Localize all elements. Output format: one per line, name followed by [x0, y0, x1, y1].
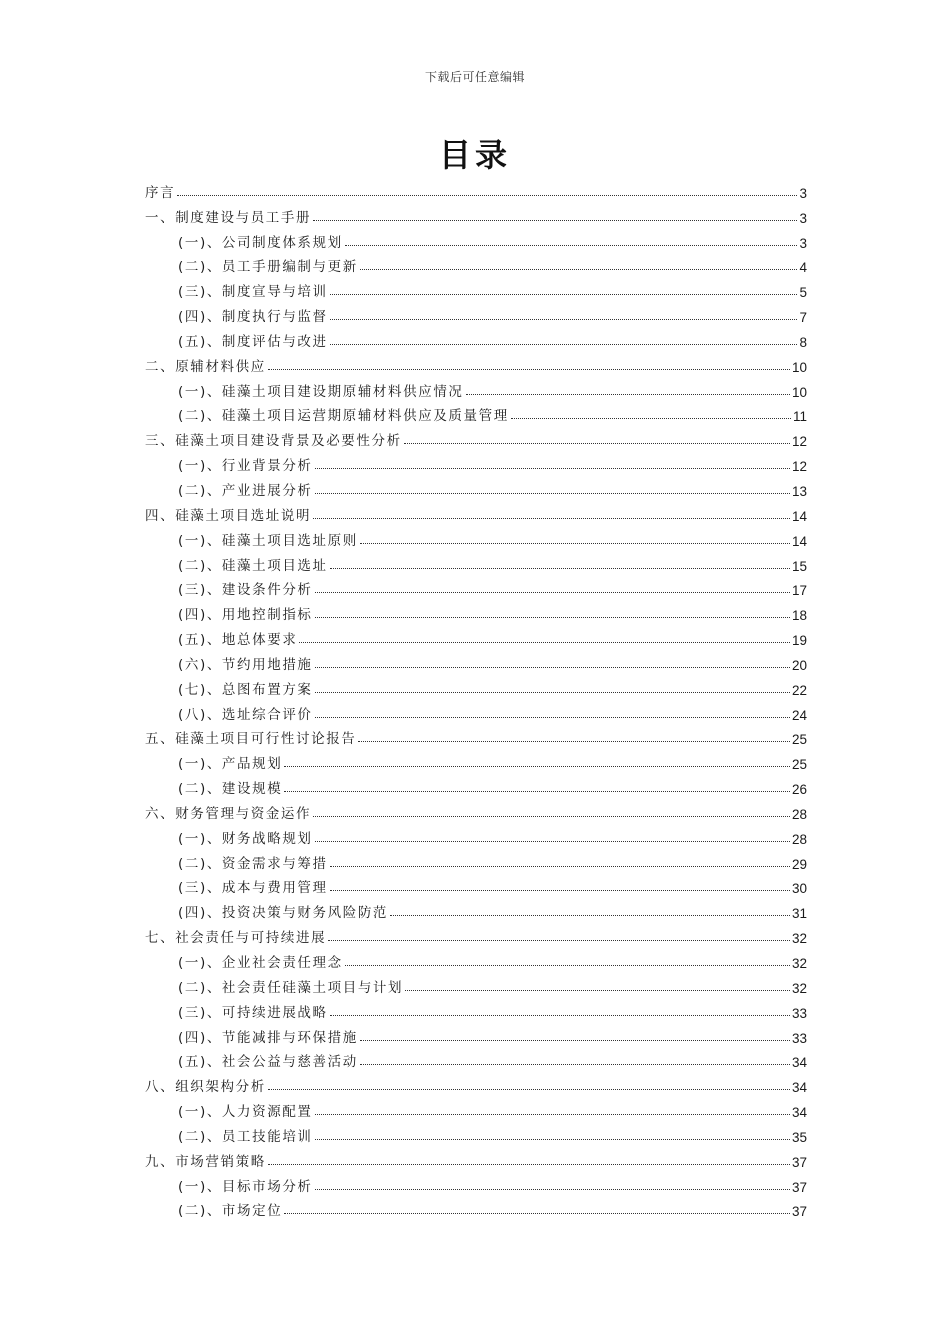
- toc-entry-label: (一)、公司制度体系规划: [178, 234, 343, 251]
- toc-entry-label: (八)、选址综合评价: [178, 706, 313, 723]
- toc-dot-leader: [284, 1213, 790, 1214]
- toc-dot-leader: [315, 1114, 790, 1115]
- toc-entry-label: (一)、产品规划: [178, 756, 283, 773]
- toc-subentry[interactable]: [145, 1021, 807, 1046]
- page-title: 目录: [438, 136, 511, 174]
- toc-entry[interactable]: [145, 350, 807, 375]
- toc-page-number: 28: [791, 831, 807, 847]
- toc-subentry[interactable]: [145, 300, 807, 325]
- toc-subentry[interactable]: [145, 598, 807, 623]
- toc-subentry[interactable]: [145, 1120, 807, 1145]
- toc-subentry[interactable]: [145, 772, 807, 797]
- toc-entry[interactable]: [145, 797, 807, 822]
- toc-entry-label: 序言: [145, 184, 176, 201]
- toc-page-number: 34: [791, 1105, 807, 1121]
- toc-page-number: 12: [791, 459, 807, 475]
- toc-dot-leader: [330, 568, 790, 569]
- toc-page-number: 18: [791, 608, 807, 624]
- toc-dot-leader: [328, 940, 790, 941]
- toc-dot-leader: [511, 418, 791, 419]
- toc-dot-leader: [466, 394, 790, 395]
- toc-entry-label: (五)、社会公益与慈善活动: [178, 1054, 358, 1071]
- toc-entry[interactable]: [145, 723, 807, 748]
- toc-entry-label: 二、原辅材料供应: [145, 358, 266, 375]
- toc-page-number: 32: [791, 956, 807, 971]
- toc-page-number: 26: [791, 782, 807, 798]
- toc-dot-leader: [268, 1089, 790, 1090]
- toc-page-number: 12: [791, 434, 807, 450]
- toc-page-number: 33: [791, 1005, 807, 1021]
- toc-page-number: 34: [791, 1080, 807, 1096]
- toc-entry-label: 九、市场营销策略: [145, 1153, 266, 1170]
- toc-page-number: 13: [791, 483, 807, 499]
- toc-page-number: 14: [791, 533, 807, 549]
- toc-entry-label: (一)、企业社会责任理念: [178, 955, 343, 971]
- toc-dot-leader: [315, 1139, 790, 1140]
- toc-entry-label: (二)、社会责任硅藻土项目与计划: [178, 979, 404, 996]
- toc-subentry[interactable]: [145, 648, 807, 673]
- toc-entry-label: (一)、行业背景分析: [178, 458, 313, 475]
- toc-entry-label: (二)、员工手册编制与更新: [178, 259, 358, 276]
- toc-entry-label: (四)、用地控制指标: [178, 607, 313, 624]
- toc-entry[interactable]: [145, 1070, 807, 1095]
- toc-page-number: 10: [791, 359, 807, 375]
- toc-entry-label: (二)、产业进展分析: [178, 482, 313, 499]
- toc-page-number: 14: [791, 508, 807, 524]
- toc-entry-label: (三)、可持续进展战略: [178, 1004, 328, 1021]
- toc-entry[interactable]: [145, 1145, 807, 1170]
- toc-subentry[interactable]: [145, 847, 807, 872]
- toc-entry-label: 三、硅藻土项目建设背景及必要性分析: [145, 433, 402, 450]
- toc-subentry[interactable]: [145, 971, 807, 996]
- toc-subentry[interactable]: [145, 549, 807, 574]
- toc-page-number: 25: [791, 757, 807, 773]
- toc-dot-leader: [315, 592, 790, 593]
- toc-page-number: 25: [791, 732, 807, 748]
- toc-subentry[interactable]: [145, 996, 807, 1021]
- toc-subentry[interactable]: [145, 623, 807, 648]
- toc-dot-leader: [315, 468, 790, 469]
- toc-dot-leader: [390, 915, 790, 916]
- toc-page-number: 34: [791, 1055, 807, 1071]
- toc-dot-leader: [404, 443, 790, 444]
- toc-page-number: 22: [791, 682, 807, 698]
- toc-dot-leader: [315, 1189, 790, 1190]
- toc-entry-label: (二)、硅藻土项目运营期原辅材料供应及质量管理: [178, 408, 509, 425]
- toc-page-number: 20: [791, 657, 807, 673]
- toc-subentry[interactable]: [145, 325, 807, 350]
- toc-subentry[interactable]: [145, 275, 807, 300]
- toc-dot-leader: [315, 667, 790, 668]
- toc-subentry[interactable]: [145, 896, 807, 921]
- toc-entry[interactable]: [145, 201, 807, 226]
- toc-dot-leader: [360, 1040, 790, 1041]
- toc-entry[interactable]: [145, 499, 807, 524]
- toc-entry-label: (三)、建设条件分析: [178, 582, 313, 599]
- toc-dot-leader: [330, 344, 798, 345]
- toc-dot-leader: [330, 866, 790, 867]
- toc-dot-leader: [313, 518, 790, 519]
- toc-page-number: 37: [791, 1204, 807, 1220]
- toc-page-number: 5: [799, 285, 807, 301]
- toc-subentry[interactable]: [145, 1046, 807, 1071]
- toc-entry[interactable]: [145, 424, 807, 449]
- toc-entry-label: 八、组织架构分析: [145, 1079, 266, 1096]
- toc-dot-leader: [315, 717, 790, 718]
- toc-dot-leader: [268, 1164, 790, 1165]
- toc-page-number: 7: [799, 310, 807, 326]
- toc-subentry[interactable]: [145, 1095, 807, 1120]
- toc-page-number: 3: [799, 185, 807, 201]
- toc-page-number: 32: [791, 980, 807, 996]
- toc-dot-leader: [358, 741, 790, 742]
- toc-entry-label: (二)、市场定位: [178, 1203, 283, 1220]
- toc-subentry[interactable]: [145, 673, 807, 698]
- toc-entry-label: 四、硅藻土项目选址说明: [145, 507, 312, 524]
- toc-subentry[interactable]: [145, 226, 807, 251]
- toc-entry-label: (一)、目标市场分析: [178, 1178, 313, 1195]
- toc-entry-label: (六)、节约用地措施: [178, 656, 313, 673]
- toc-page-number: 3: [799, 235, 807, 251]
- toc-page-number: 29: [791, 856, 807, 872]
- toc-page-number: 30: [791, 881, 807, 897]
- toc-page-number: 4: [799, 260, 807, 276]
- toc-dot-leader: [284, 791, 790, 792]
- toc-dot-leader: [268, 369, 790, 370]
- toc-page-number: 11: [792, 409, 807, 425]
- toc-dot-leader: [315, 692, 790, 693]
- toc-dot-leader: [284, 766, 790, 767]
- toc-entry-label: (四)、节能减排与环保措施: [178, 1029, 358, 1046]
- toc-entry-label: 一、制度建设与员工手册: [145, 209, 312, 226]
- toc-dot-leader: [330, 890, 790, 891]
- toc-entry-label: (二)、硅藻土项目选址: [178, 557, 328, 574]
- toc-page-number: 17: [791, 583, 807, 599]
- toc-entry-label: 七、社会责任与可持续进展: [145, 930, 327, 947]
- toc-page-number: 31: [791, 906, 807, 922]
- toc-dot-leader: [313, 220, 797, 221]
- toc-entry-label: (三)、制度宣导与培训: [178, 284, 328, 301]
- toc-entry-label: (二)、员工技能培训: [178, 1128, 313, 1145]
- toc-subentry[interactable]: [145, 449, 807, 474]
- toc-entry-label: (五)、地总体要求: [178, 632, 298, 649]
- toc-page-number: 19: [791, 633, 807, 649]
- toc-page-number: 35: [791, 1129, 807, 1145]
- toc-subentry[interactable]: [145, 946, 807, 971]
- toc-entry[interactable]: [145, 921, 807, 946]
- toc-dot-leader: [330, 1015, 790, 1016]
- toc-page-number: 28: [791, 806, 807, 822]
- toc-page-number: 37: [791, 1179, 807, 1195]
- toc-page-number: 32: [791, 931, 807, 947]
- toc-subentry[interactable]: [145, 375, 807, 400]
- toc-page-number: 3: [799, 210, 807, 226]
- toc-dot-leader: [330, 294, 798, 295]
- toc-dot-leader: [177, 195, 797, 196]
- toc-entry-label: (四)、制度执行与监督: [178, 309, 328, 326]
- toc-entry-label: (二)、资金需求与筹措: [178, 855, 328, 872]
- toc-entry[interactable]: [145, 176, 807, 201]
- toc-dot-leader: [405, 990, 790, 991]
- toc-page-number: 37: [791, 1154, 807, 1170]
- toc-page-number: 33: [791, 1030, 807, 1046]
- toc-entry-label: (七)、总图布置方案: [178, 681, 313, 698]
- table-of-contents: [145, 176, 807, 1219]
- toc-entry-label: (一)、财务战略规划: [178, 830, 313, 847]
- toc-dot-leader: [313, 816, 790, 817]
- toc-entry-label: (二)、建设规模: [178, 781, 283, 798]
- toc-entry-label: (一)、人力资源配置: [178, 1104, 313, 1121]
- toc-subentry[interactable]: [145, 574, 807, 599]
- toc-entry-label: 六、财务管理与资金运作: [145, 805, 312, 822]
- toc-dot-leader: [345, 245, 798, 246]
- toc-dot-leader: [315, 841, 790, 842]
- toc-entry-label: (四)、投资决策与财务风险防范: [178, 905, 389, 922]
- toc-dot-leader: [345, 965, 790, 966]
- toc-dot-leader: [360, 269, 798, 270]
- toc-page-number: 24: [791, 707, 807, 723]
- toc-subentry[interactable]: [145, 400, 807, 425]
- toc-page-number: 15: [791, 558, 807, 574]
- toc-subentry[interactable]: [145, 747, 807, 772]
- toc-subentry[interactable]: [145, 698, 807, 723]
- toc-subentry[interactable]: [145, 524, 807, 549]
- toc-entry-label: (一)、硅藻土项目建设期原辅材料供应情况: [178, 383, 464, 400]
- toc-page-number: 8: [799, 334, 807, 350]
- toc-subentry[interactable]: [145, 251, 807, 276]
- toc-dot-leader: [315, 617, 790, 618]
- toc-dot-leader: [330, 319, 798, 320]
- toc-entry-label: (三)、成本与费用管理: [178, 880, 328, 897]
- toc-dot-leader: [299, 642, 790, 643]
- toc-dot-leader: [360, 543, 790, 544]
- header-note: 下载后可任意编辑: [424, 70, 525, 84]
- toc-page-number: 10: [791, 384, 807, 400]
- toc-subentry[interactable]: [145, 474, 807, 499]
- toc-subentry[interactable]: [145, 872, 807, 897]
- toc-dot-leader: [315, 493, 790, 494]
- toc-entry-label: 五、硅藻土项目可行性讨论报告: [145, 731, 357, 748]
- toc-subentry[interactable]: [145, 822, 807, 847]
- toc-subentry[interactable]: [145, 1170, 807, 1195]
- toc-entry-label: (一)、硅藻土项目选址原则: [178, 532, 358, 549]
- toc-dot-leader: [360, 1064, 790, 1065]
- toc-entry-label: (五)、制度评估与改进: [178, 333, 328, 350]
- toc-subentry[interactable]: [145, 1195, 807, 1220]
